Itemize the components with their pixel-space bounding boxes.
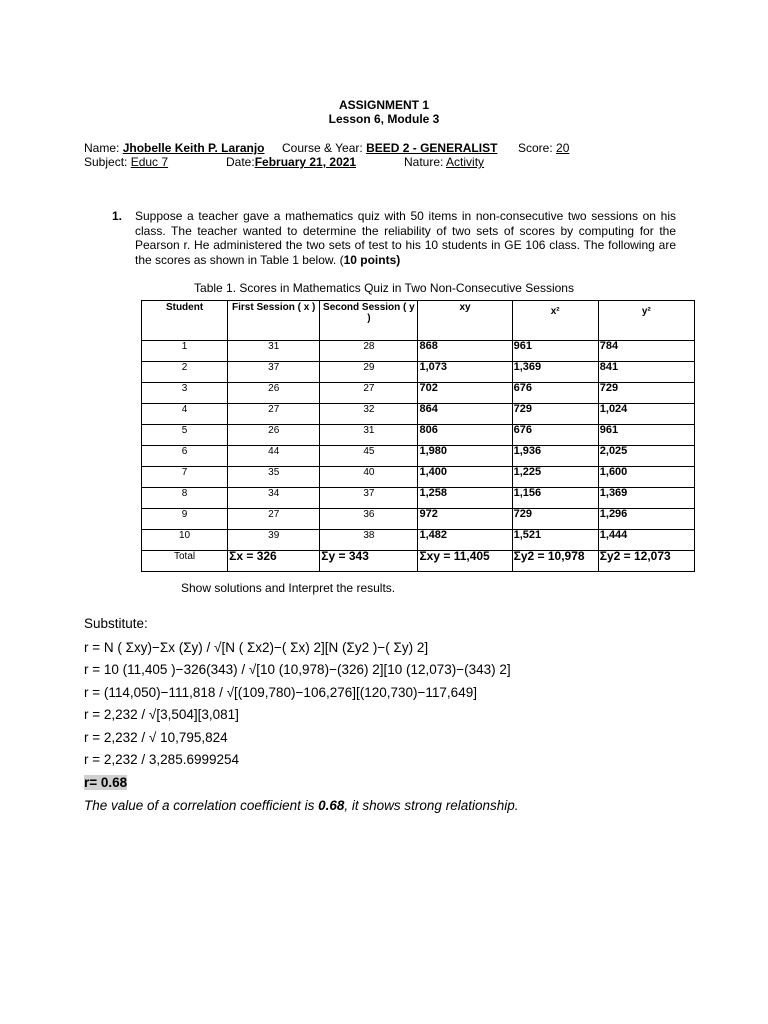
- assignment-title: ASSIGNMENT 1: [338, 98, 429, 112]
- date-field: [226, 155, 356, 169]
- table-total-row: [142, 551, 695, 572]
- cell-second-session: 37: [320, 488, 418, 509]
- interpretation-pre: The value of a correlation coefficient is: [84, 798, 319, 813]
- cell-second-session: 32: [320, 404, 418, 425]
- solution-line: r = 10 (11,405 )−326(343) / √[10 (10,978)−(326) 2][10 (12,073)−(343) 2]: [84, 662, 511, 677]
- table-row: [142, 488, 695, 509]
- total-sum-y: Σy = 343: [320, 551, 418, 572]
- cell-xy: 864: [418, 404, 512, 425]
- cell-y-squared: 1,296: [598, 509, 694, 530]
- cell-xy: 972: [418, 509, 512, 530]
- header-xy: xy: [418, 301, 512, 341]
- cell-student: 6: [142, 446, 228, 467]
- date-label: Date:: [226, 155, 255, 169]
- table-row: [142, 341, 695, 362]
- header-first-session: First Session ( x ): [228, 301, 320, 341]
- cell-xy: 868: [418, 341, 512, 362]
- result-value: r= 0.68: [84, 775, 128, 790]
- cell-student: 7: [142, 467, 228, 488]
- cell-xy: 1,482: [418, 530, 512, 551]
- table-row: [142, 446, 695, 467]
- solution-line: r = 2,232 / √[3,504][3,081]: [84, 707, 239, 722]
- cell-student: 3: [142, 383, 228, 404]
- subject-value: Educ 7: [130, 155, 169, 169]
- table-row: [142, 467, 695, 488]
- cell-first-session: 39: [228, 530, 320, 551]
- cell-student: 4: [142, 404, 228, 425]
- total-sum-y-squared: Σy2 = 12,073: [598, 551, 694, 572]
- problem-points: 10 points): [343, 252, 401, 267]
- cell-second-session: 38: [320, 530, 418, 551]
- header-second-session: Second Session ( y ): [320, 301, 418, 341]
- table-header-row: [142, 301, 695, 341]
- subject-field: [84, 155, 168, 169]
- cell-student: 8: [142, 488, 228, 509]
- cell-student: 5: [142, 425, 228, 446]
- problem-text: [135, 209, 676, 267]
- solution-heading: Substitute:: [84, 616, 148, 631]
- table-row: [142, 530, 695, 551]
- table-row: [142, 404, 695, 425]
- cell-y-squared: 961: [598, 425, 694, 446]
- nature-label: Nature:: [404, 155, 447, 169]
- cell-xy: 1,258: [418, 488, 512, 509]
- table-row: [142, 425, 695, 446]
- cell-y-squared: 1,024: [598, 404, 694, 425]
- header-line-1: [84, 141, 265, 155]
- cell-x-squared: 1,521: [512, 530, 598, 551]
- lesson-subtitle: Lesson 6, Module 3: [328, 112, 440, 126]
- name-value: Jhobelle Keith P. Laranjo: [122, 141, 265, 155]
- cell-y-squared: 1,369: [598, 488, 694, 509]
- problem-body: Suppose a teacher gave a mathematics quiz with 50 items in non-consecutive two sessions on his class. The teacher wanted to determine the reliability of two sets of scores by computing for the Pearson r. He administered the two sets of test to his 10 students in GE 106 class. The following are the scores as shown in Table 1 below. (: [135, 209, 676, 267]
- cell-second-session: 36: [320, 509, 418, 530]
- cell-x-squared: 729: [512, 404, 598, 425]
- instruction-text: Show solutions and Interpret the results.: [181, 581, 396, 595]
- date-value: February 21, 2021: [254, 155, 357, 169]
- cell-student: 2: [142, 362, 228, 383]
- scores-table: [141, 300, 695, 572]
- cell-x-squared: 1,156: [512, 488, 598, 509]
- interpretation: [84, 798, 519, 813]
- cell-y-squared: 784: [598, 341, 694, 362]
- cell-first-session: 27: [228, 404, 320, 425]
- cell-y-squared: 729: [598, 383, 694, 404]
- cell-student: 1: [142, 341, 228, 362]
- problem-number: 1.: [112, 209, 123, 223]
- header-student: Student: [142, 301, 228, 341]
- cell-y-squared: 2,025: [598, 446, 694, 467]
- cell-y-squared: 1,600: [598, 467, 694, 488]
- cell-student: 9: [142, 509, 228, 530]
- result-line: [84, 775, 127, 790]
- cell-first-session: 26: [228, 383, 320, 404]
- course-label: Course & Year:: [282, 141, 367, 155]
- table-row: [142, 509, 695, 530]
- solution-line: r = 2,232 / √ 10,795,824: [84, 730, 228, 745]
- total-sum-x: Σx = 326: [228, 551, 320, 572]
- cell-xy: 1,980: [418, 446, 512, 467]
- name-label: Name:: [84, 141, 123, 155]
- cell-second-session: 45: [320, 446, 418, 467]
- cell-first-session: 37: [228, 362, 320, 383]
- table-caption: Table 1. Scores in Mathematics Quiz in Two Non-Consecutive Sessions: [194, 281, 574, 295]
- score-label: Score:: [518, 141, 557, 155]
- cell-first-session: 44: [228, 446, 320, 467]
- cell-y-squared: 1,444: [598, 530, 694, 551]
- cell-first-session: 35: [228, 467, 320, 488]
- cell-xy: 1,073: [418, 362, 512, 383]
- interpretation-value: 0.68: [318, 798, 345, 813]
- score-value: 20: [556, 141, 570, 155]
- total-label: Total: [142, 551, 228, 572]
- cell-y-squared: 841: [598, 362, 694, 383]
- cell-x-squared: 676: [512, 425, 598, 446]
- cell-xy: 1,400: [418, 467, 512, 488]
- cell-second-session: 27: [320, 383, 418, 404]
- cell-student: 10: [142, 530, 228, 551]
- table-row: [142, 362, 695, 383]
- cell-x-squared: 1,936: [512, 446, 598, 467]
- cell-first-session: 26: [228, 425, 320, 446]
- cell-x-squared: 676: [512, 383, 598, 404]
- nature-field: [404, 155, 484, 169]
- cell-second-session: 40: [320, 467, 418, 488]
- cell-second-session: 28: [320, 341, 418, 362]
- cell-xy: 806: [418, 425, 512, 446]
- cell-x-squared: 1,225: [512, 467, 598, 488]
- cell-second-session: 29: [320, 362, 418, 383]
- cell-xy: 702: [418, 383, 512, 404]
- solution-line: r = 2,232 / 3,285.6999254: [84, 752, 240, 767]
- cell-first-session: 27: [228, 509, 320, 530]
- header-y-squared: y²: [598, 301, 694, 341]
- nature-value: Activity: [446, 155, 485, 169]
- cell-first-session: 31: [228, 341, 320, 362]
- total-sum-x-squared: Σy2 = 10,978: [512, 551, 598, 572]
- cell-first-session: 34: [228, 488, 320, 509]
- solution-line: r = N ( Σxy)−Σx (Σy) / √[N ( Σx2)−( Σx) 2][N (Σy2 )−( Σy) 2]: [84, 640, 429, 655]
- subject-label: Subject:: [84, 155, 131, 169]
- course-value: BEED 2 - GENERALIST: [366, 141, 498, 155]
- total-sum-xy: Σxy = 11,405: [418, 551, 512, 572]
- interpretation-post: , it shows strong relationship.: [344, 798, 519, 813]
- cell-second-session: 31: [320, 425, 418, 446]
- cell-x-squared: 1,369: [512, 362, 598, 383]
- header-x-squared: x²: [512, 301, 598, 341]
- course-field: [282, 141, 497, 155]
- cell-x-squared: 961: [512, 341, 598, 362]
- table-row: [142, 383, 695, 404]
- solution-line: r = (114,050)−111,818 / √[(109,780)−106,276][(120,730)−117,649]: [84, 685, 477, 700]
- cell-x-squared: 729: [512, 509, 598, 530]
- score-field: [518, 141, 569, 155]
